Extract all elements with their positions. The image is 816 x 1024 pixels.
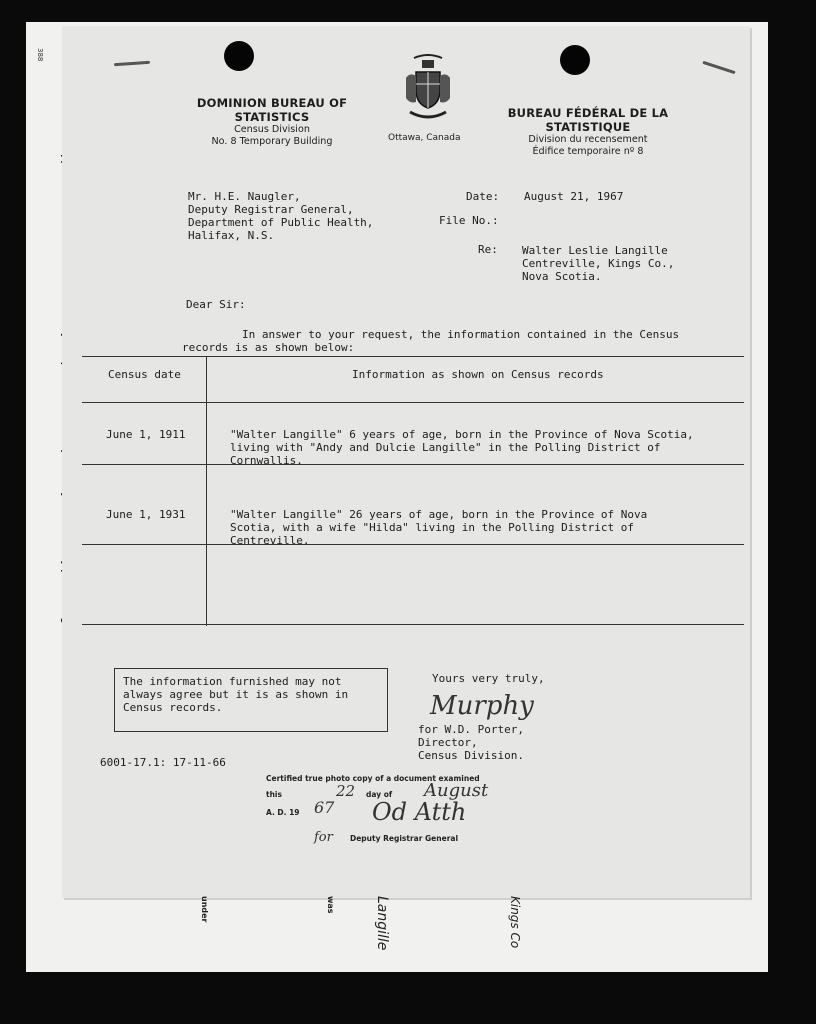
table-divider — [206, 356, 207, 626]
stamp-day: 22 — [336, 782, 356, 800]
director-signature: Murphy — [430, 691, 534, 721]
form-fragment: Langille — [374, 896, 390, 951]
file-number-label: File No.: — [439, 214, 499, 227]
row-date: June 1, 1911 — [106, 428, 186, 441]
stamp-ad: A. D. 19 — [266, 808, 300, 817]
row-date: June 1, 1931 — [106, 508, 186, 521]
census-letter — [62, 26, 750, 898]
date-value: August 21, 1967 — [524, 190, 624, 203]
bureau-name-en: DOMINION BUREAU OF STATISTICS — [196, 96, 348, 124]
form-fragment: was — [326, 896, 335, 914]
column-header-info: Information as shown on Census records — [352, 368, 604, 381]
stamp-day-of: day of — [366, 790, 393, 799]
row-info: "Walter Langille" 6 years of age, born in the Province of Nova Scotia, living with "Andy and Dulcie Langille" in the Polling District of Cornwallis. — [230, 428, 694, 467]
stamp-month: August — [424, 780, 489, 801]
stamp-title: Deputy Registrar General — [350, 834, 459, 843]
building-fr: Édifice temporaire nº 8 — [532, 146, 644, 157]
intro-paragraph: In answer to your request, the information contained in the Census records is as shown below: — [182, 328, 680, 354]
table-rule — [82, 402, 744, 403]
staple-mark — [702, 61, 735, 74]
city-label: Ottawa, Canada — [388, 133, 461, 143]
re-label: Re: — [478, 243, 498, 256]
bureau-name-fr: BUREAU FÉDÉRAL DE LA STATISTIQUE — [507, 106, 669, 134]
signer-block: for W.D. Porter, Director, Census Division. — [418, 723, 524, 762]
form-fragment: Kings Co — [508, 896, 522, 949]
registrar-signature-icon: Od Atth — [372, 798, 467, 826]
form-number: 6001-17.1: 17-11-66 — [100, 756, 226, 769]
re-subject: Walter Leslie Langille Centreville, Kings Co., Nova Scotia. — [522, 244, 675, 283]
column-header-date: Census date — [108, 368, 181, 381]
salutation: Dear Sir: — [186, 298, 246, 311]
division-fr: Division du recensement — [528, 134, 648, 145]
form-fragment: under — [200, 896, 209, 923]
disclaimer-box: The information furnished may not always agree but it is as shown in Census records. — [114, 668, 388, 732]
addressee-block: Mr. H.E. Naugler, Deputy Registrar General, Department of Public Health, Halifax, N.S. — [188, 190, 374, 242]
division-en: Census Division — [234, 124, 310, 135]
form-tag: 388 — [36, 48, 44, 62]
census-table — [82, 356, 744, 626]
table-rule — [82, 356, 744, 357]
letterhead-english — [162, 96, 382, 148]
stamp-heading: Certified true photo copy of a document examined — [266, 774, 480, 783]
letterhead-french — [478, 106, 698, 158]
punch-hole — [560, 45, 590, 75]
row-info: "Walter Langille" 26 years of age, born in the Province of Nova Scotia, with a wife "Hilda" living in the Polling District of Centreville. — [230, 508, 648, 547]
table-rule — [82, 624, 744, 625]
coat-of-arms-icon — [402, 54, 454, 124]
closing: Yours very truly, — [432, 672, 545, 685]
staple-mark — [114, 61, 150, 67]
building-en: No. 8 Temporary Building — [211, 136, 333, 147]
stamp-this: this — [266, 790, 282, 799]
date-label: Date: — [466, 190, 500, 203]
stamp-year: 67 — [314, 798, 335, 817]
punch-hole — [224, 41, 254, 71]
stamp-for: for — [314, 830, 333, 845]
